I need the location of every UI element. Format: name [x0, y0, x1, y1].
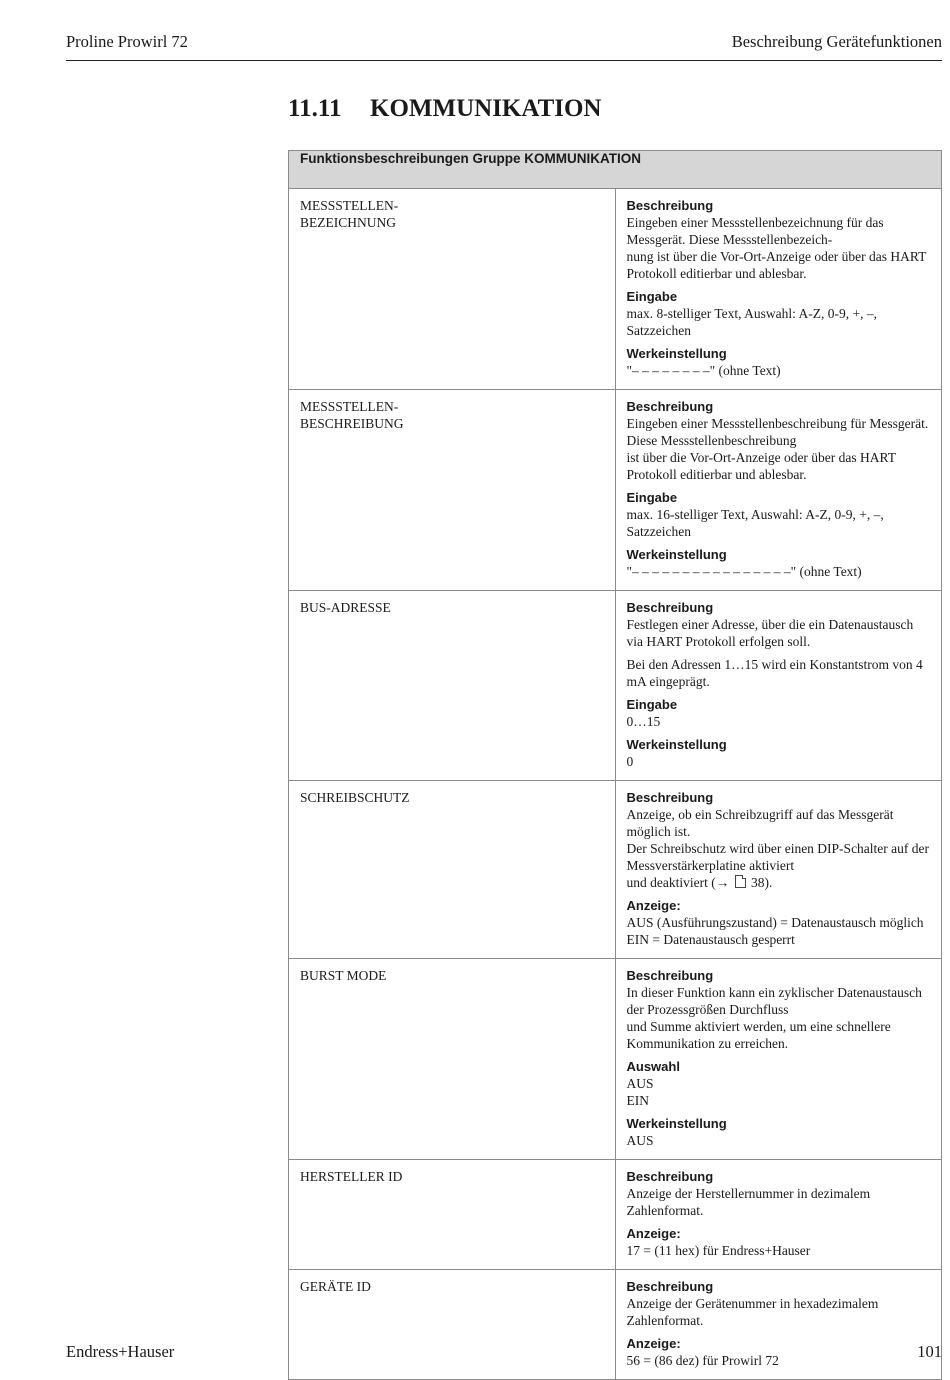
table-row [289, 189, 942, 390]
block-label: Anzeige: [626, 898, 681, 913]
table-row [289, 1270, 942, 1380]
block-text: 17 = (11 hex) für Endress+Hauser [626, 1243, 811, 1258]
description-block [627, 1058, 931, 1109]
block-text: In dieser Funktion kann ein zyklischer Datenaustausch der Prozessgrößen Durchfluss und Summe aktiviert werden, um eine schnellere Kommunikation zu erreichen. [626, 985, 922, 1051]
block-text: EIN = Datenaustausch gesperrt [626, 932, 795, 947]
table-caption: Funktionsbeschreibungen Gruppe KOMMUNIKATION [289, 151, 942, 189]
description-block [627, 599, 931, 650]
page-number: 101 [917, 1342, 942, 1361]
function-name: MESSSTELLEN- BESCHREIBUNG [289, 390, 616, 591]
block-text: EIN [626, 1093, 649, 1108]
block-text: 0…15 [626, 714, 661, 729]
block-text: Festlegen einer Adresse, über die ein Datenaustausch via HART Protokoll erfolgen soll. [626, 617, 917, 649]
description-block [627, 696, 931, 730]
description-block [627, 345, 931, 379]
function-description [615, 781, 942, 959]
block-label: Beschreibung [626, 198, 714, 213]
description-block [627, 789, 931, 891]
block-label: Beschreibung [626, 968, 714, 983]
function-name: HERSTELLER ID [289, 1160, 616, 1270]
page-reference-icon [735, 875, 746, 888]
function-description [615, 1270, 942, 1380]
footer-company: Endress+Hauser [66, 1342, 175, 1361]
block-text: AUS [626, 1133, 654, 1148]
function-description [615, 959, 942, 1160]
block-text: 56 = (86 dez) für Prowirl 72 [626, 1353, 779, 1368]
description-block [627, 546, 931, 580]
block-label: Werkeinstellung [626, 547, 727, 562]
description-block [627, 288, 931, 339]
function-table [288, 150, 942, 1380]
block-label: Beschreibung [626, 1279, 714, 1294]
block-text: AUS [626, 1076, 654, 1091]
function-description [615, 1160, 942, 1270]
function-name: SCHREIBSCHUTZ [289, 781, 616, 959]
table-row [289, 1160, 942, 1270]
table-body [289, 189, 942, 1380]
block-label: Eingabe [626, 490, 678, 505]
table-row [289, 591, 942, 781]
section-heading [288, 95, 601, 123]
function-name: MESSSTELLEN- BEZEICHNUNG [289, 189, 616, 390]
block-label: Beschreibung [626, 399, 714, 414]
block-label: Auswahl [626, 1059, 680, 1074]
function-description [615, 390, 942, 591]
description-block [627, 1335, 931, 1369]
description-block [627, 897, 931, 948]
block-label: Eingabe [626, 697, 678, 712]
section-title: KOMMUNIKATION [370, 95, 602, 122]
block-label: Beschreibung [626, 600, 714, 615]
description-block [627, 1225, 931, 1259]
block-label: Anzeige: [626, 1226, 681, 1241]
table-row [289, 959, 942, 1160]
function-description [615, 189, 942, 390]
block-text: "– – – – – – – –" (ohne Text) [626, 363, 781, 378]
block-text [627, 840, 931, 891]
block-text: AUS (Ausführungszustand) = Datenaustausch möglich [626, 915, 924, 930]
table-row [289, 781, 942, 959]
header-rule [66, 60, 942, 61]
block-text: Eingeben einer Messstellenbeschreibung für Messgerät. Diese Messstellenbeschreibung ist über die Vor-Ort-Anzeige oder über das HART Protokoll editierbar und ablesbar. [626, 416, 929, 482]
block-text: Anzeige, ob ein Schreibzugriff auf das Messgerät möglich ist. [626, 807, 897, 839]
table-row [289, 390, 942, 591]
function-name: BURST MODE [289, 959, 616, 1160]
block-text: max. 16-stelliger Text, Auswahl: A-Z, 0-9, +, –, Satzzeichen [626, 507, 888, 539]
block-text: Anzeige der Herstellernummer in dezimalem Zahlenformat. [626, 1186, 874, 1218]
header-product-name: Proline Prowirl 72 [66, 32, 188, 51]
block-text-span: Der Schreibschutz wird über einen DIP-Schalter auf der Messverstärkerplatine aktiviert und deaktiviert (→ [626, 841, 930, 890]
block-text: "– – – – – – – – – – – – – – – –" (ohne Text) [626, 564, 862, 579]
function-name: GERÄTE ID [289, 1270, 616, 1380]
description-block [627, 967, 931, 1052]
description-block [627, 398, 931, 483]
block-label: Werkeinstellung [626, 346, 727, 361]
block-label: Werkeinstellung [626, 737, 727, 752]
block-label: Werkeinstellung [626, 1116, 727, 1131]
description-block [627, 736, 931, 770]
description-block [627, 489, 931, 540]
block-text: Bei den Adressen 1…15 wird ein Konstantstrom von 4 mA eingeprägt. [626, 657, 927, 689]
block-label: Beschreibung [626, 1169, 714, 1184]
block-label: Beschreibung [626, 790, 714, 805]
header-chapter-title: Beschreibung Gerätefunktionen [731, 32, 942, 51]
block-text: 0 [626, 754, 634, 769]
block-text: Anzeige der Gerätenummer in hexadezimalem Zahlenformat. [626, 1296, 882, 1328]
block-text: max. 8-stelliger Text, Auswahl: A-Z, 0-9, +, –, Satzzeichen [626, 306, 881, 338]
block-label: Anzeige: [626, 1336, 681, 1351]
block-label: Eingabe [626, 289, 678, 304]
page-reference: 38). [750, 875, 773, 890]
description-block [627, 1115, 931, 1149]
block-text: Eingeben einer Messstellenbezeichnung für das Messgerät. Diese Messstellenbezeich- nung ist über die Vor-Ort-Anzeige oder über das HART Protokoll editierbar und ablesbar. [626, 215, 927, 281]
function-description [615, 591, 942, 781]
description-block [627, 656, 931, 690]
function-name: BUS-ADRESSE [289, 591, 616, 781]
description-block [627, 1168, 931, 1219]
description-block [627, 197, 931, 282]
description-block [627, 1278, 931, 1329]
section-number: 11.11 [288, 95, 342, 122]
